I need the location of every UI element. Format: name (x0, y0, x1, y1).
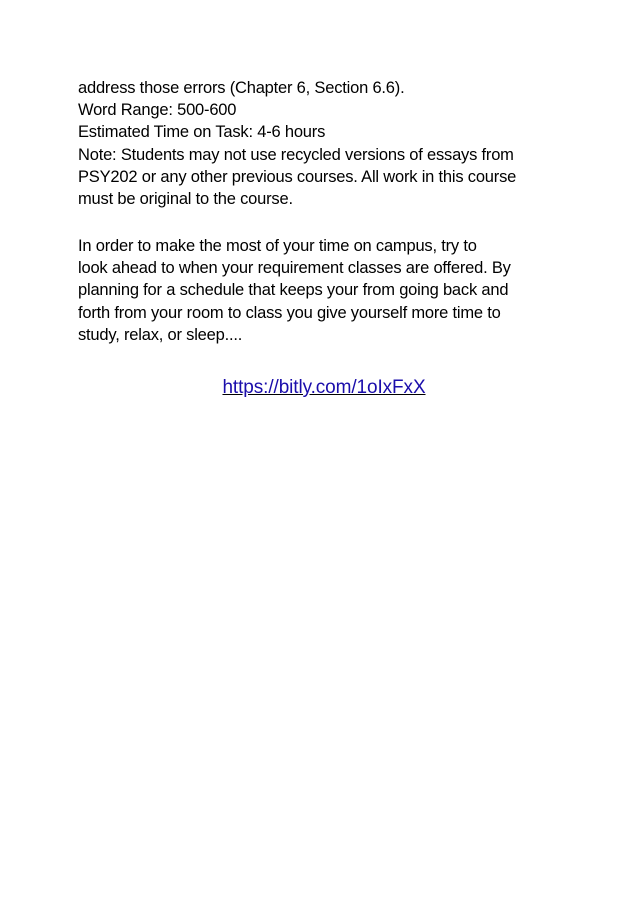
text-line: PSY202 or any other previous courses. All work in this course (78, 167, 517, 186)
text-line: forth from your room to class you give yourself more time to (78, 303, 501, 322)
text-line: planning for a schedule that keeps your from going back and (78, 281, 509, 300)
text-line: address those errors (Chapter 6, Section 6.6). (78, 79, 405, 97)
text-line: Note: Students may not use recycled versions of essays from (78, 145, 514, 164)
text-line: study, relax, or sleep.... (78, 325, 243, 344)
text-line: must be original to the course. (78, 190, 293, 209)
text-line: In order to make the most of your time on campus, try to (78, 237, 477, 255)
text-line: Estimated Time on Task: 4-6 hours (78, 123, 326, 142)
text-line: Word Range: 500-600 (78, 101, 237, 120)
text-line: look ahead to when your requirement classes are offered. By (78, 259, 511, 278)
schedule-advice-paragraph (78, 235, 568, 346)
bitly-link-container (0, 376, 638, 400)
bitly-link[interactable]: https://bitly.com/1oIxFxX (222, 377, 426, 398)
assignment-details-paragraph (78, 77, 568, 210)
